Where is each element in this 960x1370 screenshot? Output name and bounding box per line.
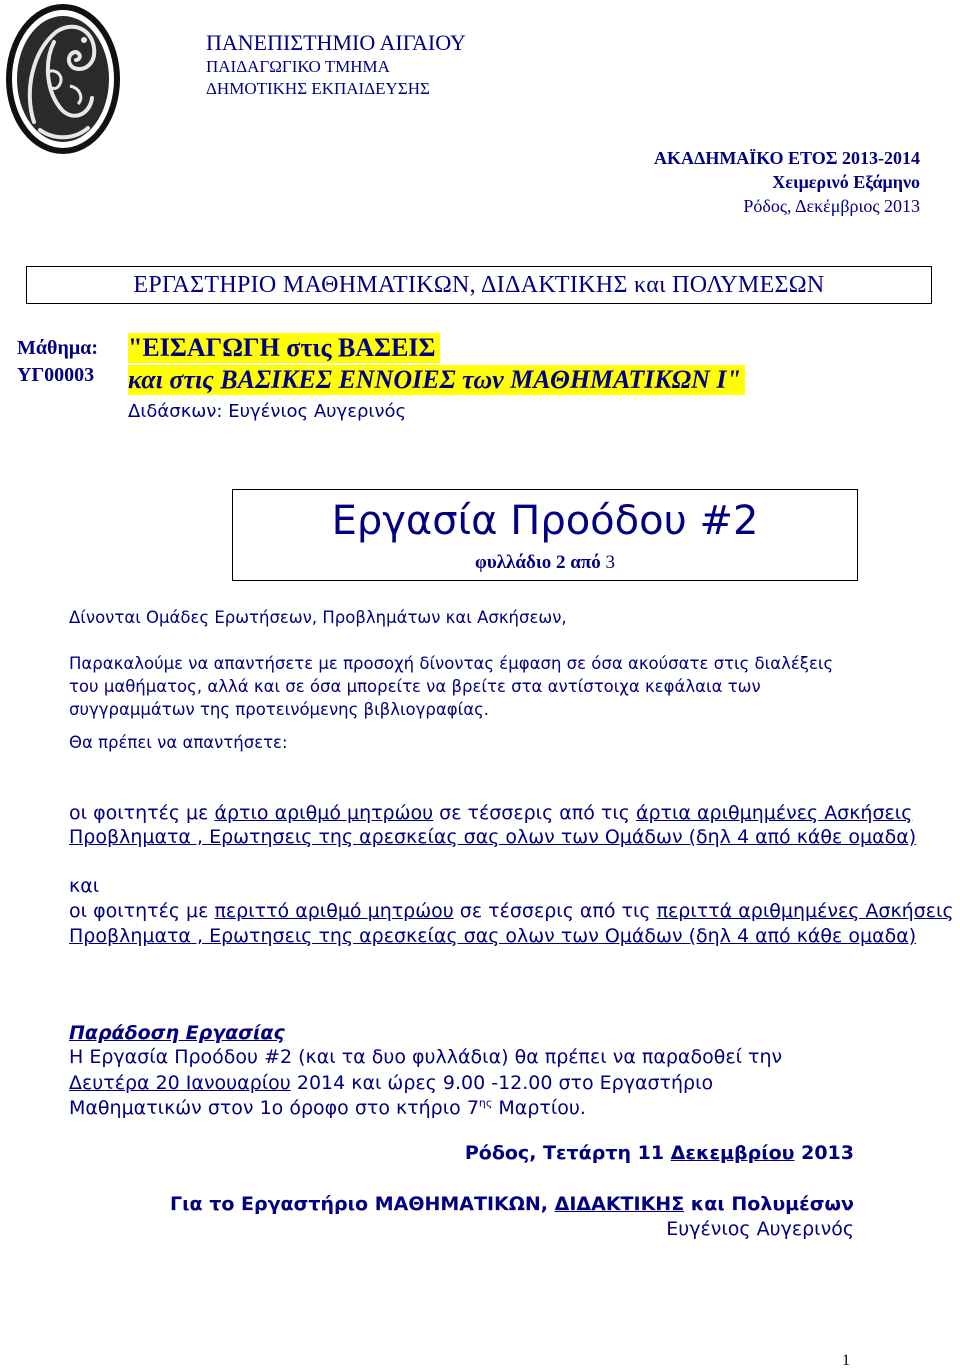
sign-lab-underlined: ΔΙΔΑΚΤΙΚΗΣ <box>554 1193 685 1215</box>
sign-lab-suffix: και Πολυμέσων <box>684 1193 854 1215</box>
instructor: Διδάσκων: Ευγένιος Αυγερινός <box>128 401 407 422</box>
delivery-part3: Μαρτίου. <box>492 1097 586 1119</box>
subdepartment-name: ΔΗΜΟΤΙΚΗΣ ΕΚΠΑΙΔΕΥΣΗΣ <box>206 79 430 98</box>
sign-date-month: Δεκεμβρίου <box>670 1142 795 1164</box>
course-title-line2: και στις ΒΑΣΙΚΕΣ ΕΝΝΟΙΕΣ των ΜΑΘΗΜΑΤΙΚΩΝ Ι" <box>128 365 745 395</box>
delivery-superscript: ης <box>478 1096 493 1110</box>
assignment-title: Εργασία Προόδου #2 <box>331 498 759 544</box>
delivery-day: Δευτέρα 20 Ιανουαρίου <box>69 1071 291 1094</box>
odd-mid: σε τέσσερις από τις <box>453 900 657 922</box>
odd-lead: οι φοιτητές με <box>69 900 215 922</box>
signature-lab <box>170 1192 854 1216</box>
semester: Χειμερινό Εξάμηνο <box>772 172 920 192</box>
delivery-part1: Η Εργασία Προόδου #2 (και τα δυο φυλλάδια) θα πρέπει να παραδοθεί την <box>69 1046 783 1068</box>
place-date: Ρόδος, Δεκέμβριος 2013 <box>743 196 920 216</box>
even-mid: σε τέσσερις από τις <box>433 802 636 824</box>
even-students-line1 <box>69 801 912 825</box>
assignment-sheet <box>233 552 857 574</box>
course-title-line1: "ΕΙΣΑΓΩΓΗ στις ΒΑΣΕΙΣ <box>128 333 440 363</box>
department-name: ΠΑΙΔΑΓΩΓΙΚΟ ΤΜΗΜΑ <box>206 57 390 76</box>
and-word: και <box>69 875 100 897</box>
must-answer-text: Θα πρέπει να απαντήσετε: <box>69 733 288 752</box>
groups-given-text: Δίνονται Ομάδες Ερωτήσεων, Προβλημάτων και Ασκήσεων, <box>69 608 567 627</box>
even-students-line2: Προβληματα , Ερωτησεις της αρεσκείας σας ολων των Ομάδων (δηλ 4 από κάθε ομαδα) <box>69 826 917 848</box>
university-name: ΠΑΝΕΠΙΣΤΗΜΙΟ ΑΙΓΑΙΟΥ <box>206 30 466 55</box>
lab-banner-text: ΕΡΓΑΣΤΗΡΙΟ ΜΑΘΗΜΑΤΙΚΩΝ, ΔΙΔΑΚΤΙΚΗΣ και ΠΟΛΥΜΕΣΩΝ <box>133 271 825 298</box>
course-label: Μάθημα: <box>17 337 98 359</box>
sign-lab-prefix: Για το Εργαστήριο ΜΑΘΗΜΑΤΙΚΩΝ, <box>170 1193 555 1215</box>
sheet-suffix: 3 <box>600 552 615 573</box>
delivery-text <box>69 1045 829 1122</box>
assignment-box <box>232 489 858 581</box>
university-seal-logo <box>4 2 122 156</box>
even-exercise-type: άρτια αριθμημένες Ασκήσεις <box>635 802 913 824</box>
delivery-part2: 2014 και ώρες 9.00 -12.00 στο Εργαστήριο Μαθηματικών στον 1ο όροφο στο κτήριο 7 <box>69 1071 714 1119</box>
signature-date <box>465 1141 854 1165</box>
odd-students-line1 <box>69 899 954 923</box>
academic-year: ΑΚΑΔΗΜΑΪΚΟ ΕΤΟΣ 2013-2014 <box>654 148 920 168</box>
even-id-type: άρτιο αριθμό μητρώου <box>214 802 434 824</box>
even-lead: οι φοιτητές με <box>69 802 215 824</box>
sign-date-year: 2013 <box>794 1142 854 1164</box>
academic-year-block <box>654 146 920 218</box>
lab-banner <box>26 266 932 304</box>
page-number: 1 <box>842 1352 850 1369</box>
request-paragraph: Παρακαλούμε να απαντήσετε με προσοχή δίνοντας έμφαση σε όσα ακούσατε στις διαλέξεις του μαθήματος, αλλά και σε όσα μπορείτε να βρείτε στα αντίστοιχα κεφάλαια των συγγραμμάτων της προτεινόμενης βιβλιογραφίας. <box>69 654 834 719</box>
sign-date-prefix: Ρόδος, Τετάρτη 11 <box>464 1142 671 1164</box>
odd-id-type: περιττό αριθμό μητρώου <box>214 900 454 922</box>
sheet-prefix: φυλλάδιο 2 από <box>474 552 601 573</box>
odd-students-line2: Προβληματα , Ερωτησεις της αρεσκείας σας ολων των Ομάδων (δηλ 4 από κάθε ομαδα) <box>69 925 917 947</box>
signature-name: Ευγένιος Αυγερινός <box>666 1218 854 1240</box>
delivery-title: Παράδοση Εργασίας <box>69 1022 285 1044</box>
course-code: ΥΓ00003 <box>17 364 95 386</box>
odd-exercise-type: περιττά αριθμημένες Ασκήσεις <box>656 900 954 922</box>
